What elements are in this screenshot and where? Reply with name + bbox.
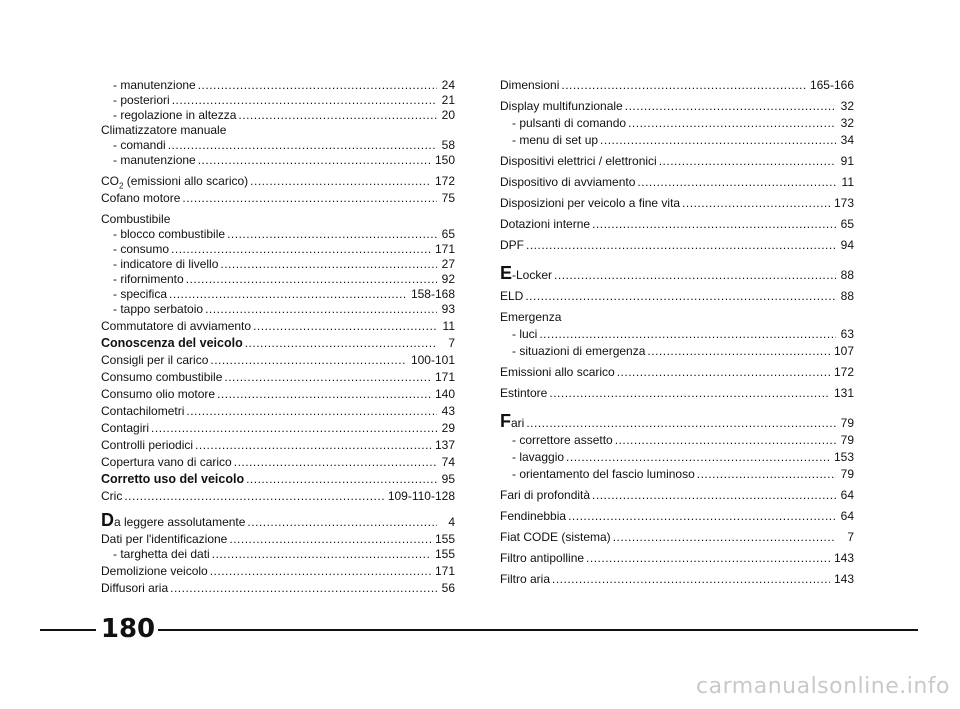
entry-label: Demolizione veicolo <box>101 564 208 578</box>
entry-page: 29 <box>441 421 455 435</box>
index-entry <box>101 319 455 334</box>
entry-label: - specifica <box>113 287 168 301</box>
index-right-column <box>500 78 854 587</box>
index-entry <box>101 455 455 470</box>
entry-label: - indicatore di livello <box>113 257 219 271</box>
entry-label: Filtro aria <box>500 572 551 586</box>
footer-rule-left <box>40 629 96 631</box>
footer-rule-right <box>158 629 918 631</box>
index-entry <box>101 93 455 108</box>
entry-page: 88 <box>840 268 854 282</box>
entry-page: 63 <box>840 327 854 341</box>
index-entry <box>101 472 455 487</box>
entry-label: Fari di profondità <box>500 488 591 502</box>
entry-label: - posteriori <box>113 93 170 107</box>
entry-page: 65 <box>441 227 455 241</box>
entry-page: 93 <box>441 302 455 316</box>
index-entry <box>101 421 455 436</box>
entry-label: - tappo serbatoio <box>113 302 204 316</box>
index-entry <box>101 227 455 242</box>
entry-label: - manutenzione <box>113 78 196 92</box>
entry-page: 140 <box>434 387 455 401</box>
index-entry <box>500 116 854 131</box>
entry-label: Copertura vano di carico <box>101 455 232 469</box>
index-entry <box>101 581 455 596</box>
entry-label: - consumo <box>113 242 170 256</box>
entry-label: Da leggere assolutamente <box>101 510 246 530</box>
entry-page: 94 <box>840 238 854 252</box>
index-entry <box>500 386 854 401</box>
entry-label: - correttore assetto <box>512 433 613 447</box>
entry-label: Consigli per il carico <box>101 353 209 367</box>
entry-label: - regolazione in altezza <box>113 108 237 122</box>
entry-label: Disposizioni per veicolo a fine vita <box>500 196 681 210</box>
entry-page: 11 <box>841 175 854 189</box>
entry-page: 74 <box>441 455 455 469</box>
entry-page: 107 <box>833 344 854 358</box>
entry-page: 7 <box>448 336 455 350</box>
entry-label: - menu di set up <box>512 133 599 147</box>
entry-page: 24 <box>441 78 455 92</box>
index-entry <box>500 365 854 380</box>
entry-page: 155 <box>434 547 455 561</box>
entry-label: Estintore <box>500 386 548 400</box>
entry-label: $CO_2$ (emissioni allo scarico) <box>101 174 249 191</box>
index-entry <box>101 153 455 168</box>
index-entry <box>101 302 455 317</box>
entry-label: - rifornimento <box>113 272 184 286</box>
entry-label: Dati per l'identificazione <box>101 532 228 546</box>
entry-label: Cric <box>101 489 123 503</box>
index-entry <box>101 138 455 153</box>
entry-label: Dispositivo di avviamento <box>500 175 636 189</box>
entry-page: 143 <box>833 551 854 565</box>
entry-page: 131 <box>833 386 854 400</box>
entry-page: 100-101 <box>410 353 455 367</box>
entry-page: 150 <box>434 153 455 167</box>
entry-page: 4 <box>448 515 455 529</box>
entry-page: 43 <box>441 404 455 418</box>
index-entry <box>101 257 455 272</box>
entry-page: 65 <box>840 217 854 231</box>
index-entry <box>101 564 455 579</box>
entry-page: 21 <box>441 93 455 107</box>
index-entry <box>500 78 854 93</box>
entry-page: 11 <box>442 319 455 333</box>
entry-page: 153 <box>833 450 854 464</box>
entry-label: - targhetta dei dati <box>113 547 210 561</box>
entry-page: 79 <box>840 433 854 447</box>
index-entry <box>101 547 455 562</box>
entry-page: 64 <box>840 488 854 502</box>
index-entry <box>500 196 854 211</box>
index-entry <box>101 191 455 206</box>
index-entry <box>500 217 854 232</box>
index-entry <box>500 263 854 283</box>
index-entry <box>101 174 455 189</box>
entry-label: Filtro antipolline <box>500 551 585 565</box>
entry-label: Diffusori aria <box>101 581 169 595</box>
entry-label: - orientamento del fascio luminoso <box>512 467 695 481</box>
section-initial: D <box>101 510 114 530</box>
page-number: 180 <box>100 614 156 644</box>
index-entry <box>101 370 455 385</box>
index-entry <box>101 489 455 504</box>
entry-page: 7 <box>847 530 854 544</box>
index-entry <box>500 551 854 566</box>
entry-label: Display multifunzionale <box>500 99 623 113</box>
entry-label: Commutatore di avviamento <box>101 319 252 333</box>
index-entry <box>101 336 455 351</box>
index-entry <box>500 530 854 545</box>
index-entry <box>500 99 854 114</box>
entry-page: 95 <box>441 472 455 486</box>
entry-label: - luci <box>512 327 538 341</box>
entry-label: Corretto uso del veicolo <box>101 472 245 486</box>
entry-label: Fiat CODE (sistema) <box>500 530 611 544</box>
entry-label: Controlli periodici <box>101 438 194 452</box>
entry-page: 109-110-128 <box>387 489 455 503</box>
entry-label: Dispositivi elettrici / elettronici <box>500 154 657 168</box>
index-entry <box>101 532 455 547</box>
entry-page: 172 <box>833 365 854 379</box>
entry-label: Dotazioni interne <box>500 217 591 231</box>
index-entry <box>101 438 455 453</box>
entry-page: 165-166 <box>809 78 854 92</box>
index-entry <box>101 287 455 302</box>
index-entry <box>500 289 854 304</box>
entry-page: 32 <box>840 99 854 113</box>
section-initial: E <box>500 263 513 283</box>
entry-page: 137 <box>434 438 455 452</box>
entry-label: DPF <box>500 238 524 252</box>
index-entry <box>500 433 854 448</box>
index-entry <box>101 404 455 419</box>
index-entry <box>500 154 854 169</box>
index-entry <box>500 238 854 253</box>
entry-page: 32 <box>840 116 854 130</box>
entry-label: - comandi <box>113 138 166 152</box>
entry-page: 173 <box>833 196 854 210</box>
entry-label: Dimensioni <box>500 78 560 92</box>
entry-label: Fari <box>500 411 525 431</box>
index-entry <box>500 572 854 587</box>
index-heading: Combustibile <box>101 212 171 226</box>
index-entry <box>101 387 455 402</box>
entry-page: 27 <box>441 257 455 271</box>
entry-page: 75 <box>441 191 455 205</box>
index-entry <box>500 411 854 431</box>
entry-page: 172 <box>434 174 455 188</box>
entry-page: 20 <box>441 108 455 122</box>
entry-page: 91 <box>840 154 854 168</box>
index-entry <box>500 175 854 190</box>
index-heading: Climatizzatore manuale <box>101 123 227 137</box>
entry-label: - lavaggio <box>512 450 565 464</box>
index-entry <box>101 242 455 257</box>
entry-label: - blocco combustibile <box>113 227 226 241</box>
entry-label: Cofano motore <box>101 191 181 205</box>
entry-label: E-Locker <box>500 263 553 283</box>
entry-label: - manutenzione <box>113 153 196 167</box>
index-heading: Emergenza <box>500 310 562 324</box>
index-entry <box>500 450 854 465</box>
entry-label: - pulsanti di comando <box>512 116 627 130</box>
entry-label: Consumo olio motore <box>101 387 216 401</box>
entry-page: 64 <box>840 509 854 523</box>
entry-label: Contachilometri <box>101 404 185 418</box>
index-entry <box>101 353 455 368</box>
entry-page: 155 <box>434 532 455 546</box>
index-entry <box>101 510 455 530</box>
entry-label: Emissioni allo scarico <box>500 365 615 379</box>
entry-page: 79 <box>840 416 854 430</box>
watermark: carmanualsonline.info <box>696 674 950 699</box>
index-entry <box>500 488 854 503</box>
entry-page: 58 <box>441 138 455 152</box>
index-entry <box>101 108 455 123</box>
entry-label: - situazioni di emergenza <box>512 344 646 358</box>
index-entry <box>500 327 854 342</box>
entry-page: 143 <box>833 572 854 586</box>
entry-label: Contagiri <box>101 421 150 435</box>
index-entry <box>500 509 854 524</box>
index-entry <box>101 78 455 93</box>
entry-page: 158-168 <box>410 287 455 301</box>
index-entry <box>500 133 854 148</box>
index-entry <box>500 344 854 359</box>
entry-page: 88 <box>840 289 854 303</box>
entry-page: 171 <box>434 242 455 256</box>
entry-page: 34 <box>840 133 854 147</box>
entry-label: ELD <box>500 289 524 303</box>
entry-label: Conoscenza del veicolo <box>101 336 243 350</box>
entry-page: 92 <box>441 272 455 286</box>
entry-page: 171 <box>434 564 455 578</box>
entry-label: Consumo combustibile <box>101 370 223 384</box>
section-initial: F <box>500 411 511 431</box>
entry-page: 56 <box>441 581 455 595</box>
index-left-column <box>101 78 455 596</box>
index-entry <box>101 272 455 287</box>
entry-page: 79 <box>840 467 854 481</box>
entry-page: 171 <box>434 370 455 384</box>
entry-label: Fendinebbia <box>500 509 567 523</box>
index-entry <box>500 467 854 482</box>
